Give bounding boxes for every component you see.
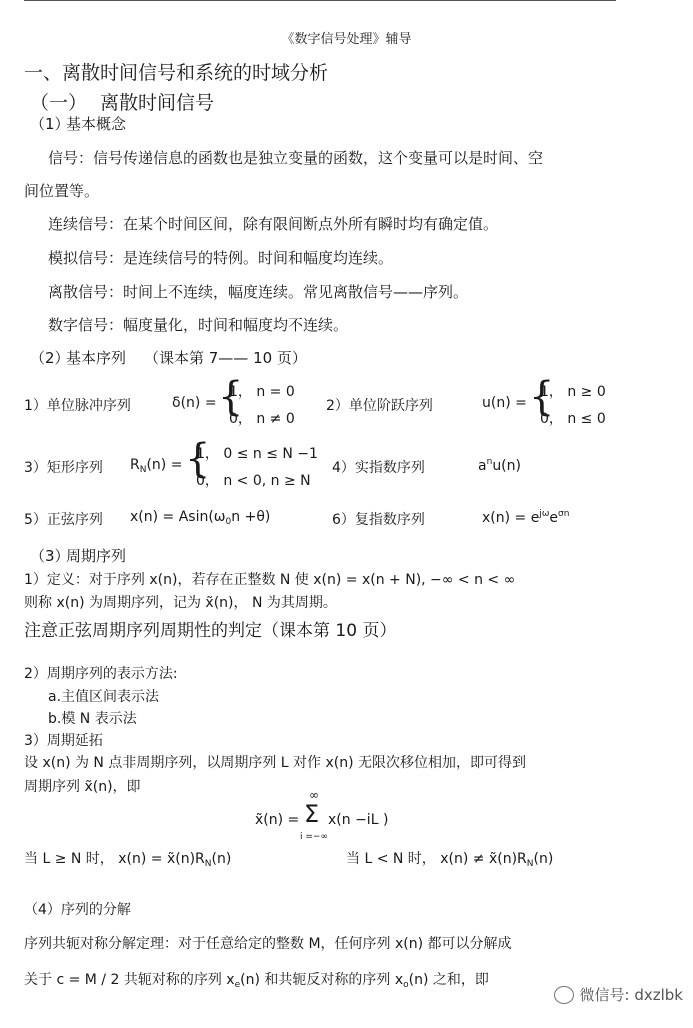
sub2-reference: （课本第 7—— 10 页）	[144, 349, 307, 367]
seq3-case1: 1， 0 ≤ n ≤ N −1	[196, 446, 318, 462]
seq5-label: 5）正弦序列	[24, 512, 103, 528]
sub3-title: 周期序列	[66, 547, 127, 565]
seq1-label: 1）单位脉冲序列	[24, 398, 131, 414]
decomposition-c: (n) 之和，即	[408, 972, 489, 988]
seq5-expr-b: n +θ)	[231, 509, 271, 525]
representation-a: a.主值区间表示法	[48, 689, 160, 705]
condition-1-text: 当 L ≥ N 时， x(n) = x̃(n)R	[24, 851, 205, 867]
sub4-heading: （4）序列的分解	[24, 902, 131, 918]
subsection-number: （一）	[30, 92, 88, 114]
condition-2-sub: N	[526, 859, 534, 869]
paragraph-analog: 模拟信号：是连续信号的特例。时间和幅度均连续。	[48, 249, 394, 267]
seq4-expr	[478, 457, 521, 474]
paragraph-continuous: 连续信号：在某个时间区间，除有限间断点外所有瞬时均有确定值。	[48, 215, 499, 233]
seq3-label: 3）矩形序列	[24, 460, 103, 476]
seq1-lhs: δ(n) =	[172, 395, 217, 411]
decomposition-sub-o: o	[403, 980, 409, 990]
condition-1-sub: N	[204, 859, 212, 869]
decomposition-a: 关于 c = M / 2 共轭对称的序列 x	[24, 972, 235, 988]
seq3-lhs	[130, 457, 182, 475]
seq1-brace: {	[218, 374, 244, 420]
sum-upper-limit: ∞	[309, 788, 319, 802]
sub2-title: 基本序列	[66, 349, 127, 367]
section-heading: 一、离散时间信号和系统的时域分析	[24, 62, 329, 84]
seq6-base: x(n) = e	[482, 510, 540, 526]
seq2-lhs: u(n) =	[482, 395, 527, 411]
seq3-lhs-sub: N	[139, 465, 147, 475]
sum-sigma: Σ	[304, 800, 320, 828]
paragraph-discrete: 离散信号：时间上不连续，幅度连续。常见离散信号——序列。	[48, 283, 469, 301]
sub3-number: （3）	[30, 547, 70, 565]
condition-1-end: (n)	[211, 851, 232, 867]
sub1-title: 基本概念	[66, 115, 127, 133]
seq6-label: 6）复指数序列	[332, 512, 425, 528]
seq2-case2: 0， n ≤ 0	[540, 411, 606, 427]
extension-title: 3）周期延拓	[24, 733, 103, 749]
decomposition-line-2	[24, 969, 489, 990]
sum-lower-limit: i =−∞	[300, 832, 328, 842]
periodic-definition-2: 则称 x(n) 为周期序列，记为 x̃(n)， N 为其周期。	[24, 595, 337, 611]
decomposition-line-1: 序列共轭对称分解定理：对于任意给定的整数 M，任何序列 x(n) 都可以分解成	[24, 936, 512, 952]
condition-2	[346, 848, 553, 869]
page-header: 《数字信号处理》辅导	[281, 32, 412, 47]
seq1-case2: 0， n ≠ 0	[229, 411, 295, 427]
seq2-case1: 1， n ≥ 0	[540, 384, 606, 400]
condition-1	[24, 848, 231, 869]
condition-2-text: 当 L < N 时， x(n) ≠ x̃(n)R	[346, 851, 527, 867]
watermark	[554, 984, 683, 1005]
seq5-expr	[130, 509, 270, 527]
seq3-lhs-rest: (n) =	[146, 457, 183, 473]
sum-rhs: x(n −iL )	[328, 812, 389, 828]
seq3-case2: 0， n < 0, n ≥ N	[196, 473, 311, 489]
seq1-case1: 1， n = 0	[229, 384, 295, 400]
paragraph-signal-2: 间位置等。	[24, 182, 100, 200]
seq6-e: e	[549, 510, 558, 526]
decomposition-sub-e: e	[234, 980, 241, 990]
periodic-definition-1: 1）定义：对于序列 x(n)，若存在正整数 N 使 x(n) = x(n + N), −∞ < n < ∞	[24, 572, 516, 588]
seq2-brace: {	[529, 374, 555, 420]
representation-title: 2）周期序列的表示方法:	[24, 666, 178, 682]
extension-line-1: 设 x(n) 为 N 点非周期序列，以周期序列 L 对作 x(n) 无限次移位相加，即可得到	[24, 755, 527, 771]
top-rule	[24, 0, 616, 1]
seq4-exponent: n	[486, 457, 493, 467]
sub1-number: （1）	[30, 115, 70, 133]
condition-2-end: (n)	[533, 851, 554, 867]
seq6-exp1: jω	[539, 509, 550, 519]
seq6-exp2: σn	[558, 509, 570, 519]
seq4-step: u(n)	[492, 458, 521, 474]
seq5-omega-sub: 0	[225, 517, 232, 527]
decomposition-b: (n) 和共轭反对称的序列 x	[240, 972, 404, 988]
seq5-expr-a: x(n) = Asin(ω	[130, 509, 226, 525]
seq2-label: 2）单位阶跃序列	[326, 398, 433, 414]
paragraph-signal-1: 信号：信号传递信息的函数也是独立变量的函数，这个变量可以是时间、空	[48, 149, 544, 167]
paragraph-digital: 数字信号：幅度量化，时间和幅度均不连续。	[48, 316, 349, 334]
wechat-icon	[554, 986, 574, 1004]
watermark-text: 微信号: dxzlbk	[579, 986, 683, 1004]
sum-lhs: x̃(n) =	[255, 812, 300, 828]
seq4-label: 4）实指数序列	[332, 460, 425, 476]
sub2-number: （2）	[30, 349, 70, 367]
seq3-lhs-R: R	[130, 457, 140, 473]
seq3-brace: {	[185, 436, 211, 482]
note-heading: 注意正弦周期序列周期性的判定（课本第 10 页）	[24, 621, 397, 641]
representation-b: b.模 N 表示法	[48, 711, 137, 727]
seq4-base: a	[478, 458, 487, 474]
subsection-title: 离散时间信号	[100, 92, 215, 114]
seq6-expr	[482, 509, 569, 526]
extension-line-2: 周期序列 x̃(n)，即	[24, 779, 141, 795]
